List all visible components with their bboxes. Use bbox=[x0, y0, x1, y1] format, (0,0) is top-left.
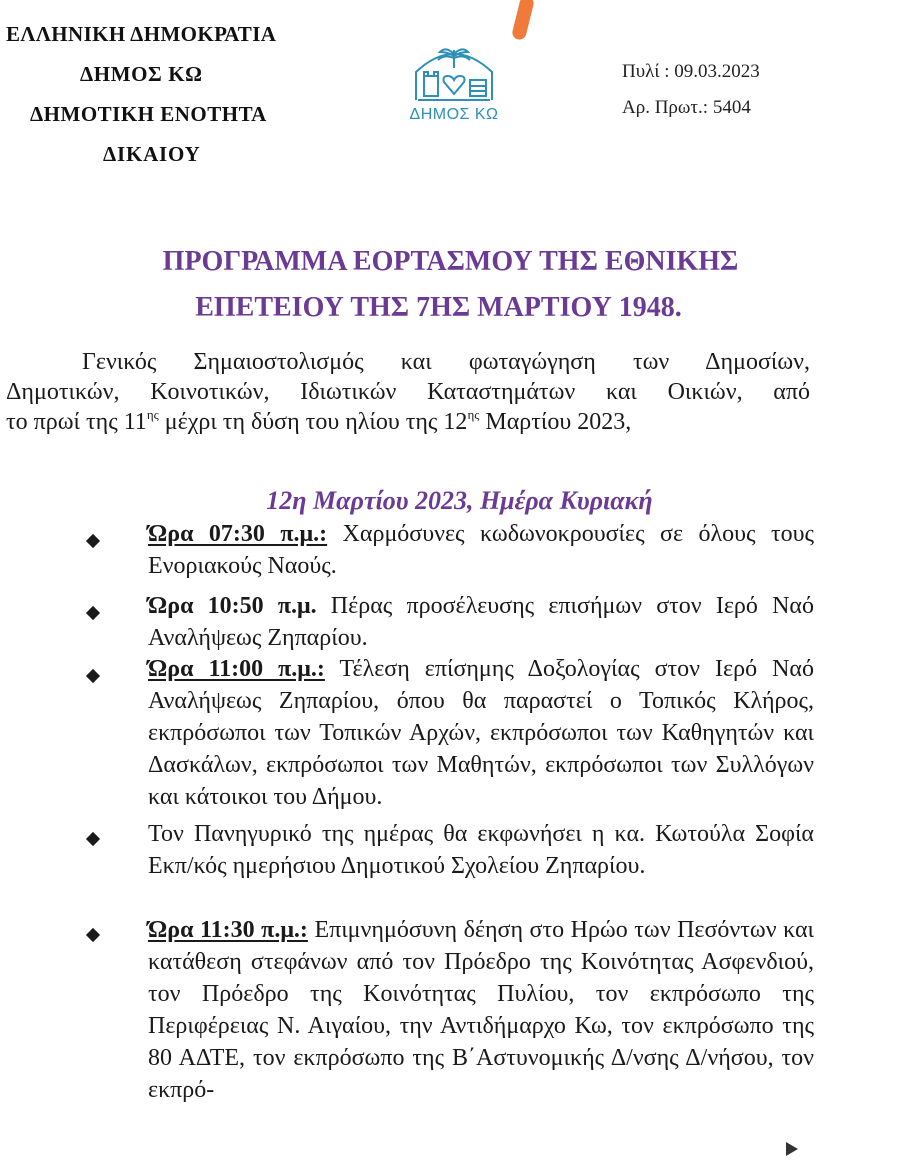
event-time: Ώρα 11:00 π.μ.: bbox=[148, 656, 325, 682]
orange-marker-stroke bbox=[511, 0, 535, 41]
diamond-bullet-icon bbox=[86, 669, 100, 683]
issuer-line: ΔΙΚΑΙΟΥ bbox=[103, 142, 201, 166]
date-heading: 12η Μαρτίου 2023, Ημέρα Κυριακή bbox=[266, 486, 653, 515]
diamond-bullet-icon bbox=[86, 832, 100, 846]
document-title-line-2: ΕΠΕΤΕΙΟΥ ΤΗΣ 7ΗΣ ΜΑΡΤΙΟΥ 1948. bbox=[195, 292, 682, 323]
diamond-bullet-icon bbox=[86, 606, 100, 620]
continue-arrow-icon bbox=[786, 1142, 798, 1156]
intro-line: το πρωί της $11^{\eta\varsigma}$ μέχρι τη δύση του ηλίου της $12^{\eta\varsigma}$ Μαρτίου 2023, bbox=[6, 407, 632, 435]
event-time: Ώρα 11:30 π.μ.: bbox=[148, 917, 308, 943]
event-time: Ώρα 10:50 π.μ. bbox=[148, 593, 317, 619]
event-time: Ώρα 07:30 π.μ.: bbox=[148, 521, 328, 547]
issuer-line: ΔΗΜΟΤΙΚΗ ΕΝΟΤΗΤΑ bbox=[30, 102, 267, 126]
diamond-bullet-icon bbox=[86, 534, 100, 548]
municipality-logo bbox=[392, 42, 516, 128]
issuer-line: ΔΗΜΟΣ ΚΩ bbox=[80, 62, 203, 86]
issuer-line: ΕΛΛΗΝΙΚΗ ΔΗΜΟΚΡΑΤΙΑ bbox=[6, 22, 277, 46]
protocol-number: Αρ. Πρωτ.: 5404 bbox=[622, 97, 751, 118]
event-text: Ώρα 11:00 π.μ.: Τέλεση επίσημης Δοξολογίας στον Ιερό Ναό Αναλήψεως Ζηπαρίου, όπου θα παραστεί ο Τοπικός Κλήρος, εκπρόσωποι των Τοπικών Αρχών, εκπρόσωποι των Καθηγητών και Δασκάλων, εκπρόσωποι των Μαθητών, εκπρόσωποι των Συλλόγων και κάτοικοι του Δήμου. bbox=[148, 656, 814, 810]
event-text: Ώρα 10:50 π.μ. Πέρας προσέλευσης επισήμων στον Ιερό Ναό Αναλήψεως Ζηπαρίου. bbox=[148, 593, 814, 651]
event-text: Τον Πανηγυρικό της ημέρας θα εκφωνήσει η κα. Κωτούλα Σοφία Εκπ/κός ημερήσιου Δημοτικού Σχολείου Ζηπαρίου. bbox=[148, 821, 814, 879]
place-date: Πυλί : 09.03.2023 bbox=[622, 61, 760, 82]
document-title-line-1: ΠΡΟΓΡΑΜΜΑ ΕΟΡΤΑΣΜΟΥ ΤΗΣ ΕΘΝΙΚΗΣ bbox=[162, 246, 739, 277]
issuer-block bbox=[0, 14, 340, 174]
intro-paragraph bbox=[6, 347, 810, 437]
event-text: Ώρα 11:30 π.μ.: Επιμνημόσυνη δέηση στο Ηρώο των Πεσόντων και κατάθεση στεφάνων από τον Πρόεδρο της Κοινότητας Ασφενδιού, τον Πρόεδρο της Κοινότητας Πυλίου, τον εκπρόσωπο της Περιφέρειας Ν. Αιγαίου, την Αντιδήμαρχο Κω, τον εκπρόσωπο της 80 ΑΔΤΕ, τον εκπρόσωπο της Β΄Αστυνομικής Δ/νσης Δ/νήσου, τον εκπρό- bbox=[148, 917, 814, 1103]
event-text: Ώρα 07:30 π.μ.: Χαρμόσυνες κωδωνοκρουσίες σε όλους τους Ενοριακούς Ναούς. bbox=[148, 521, 815, 579]
document-reference-block bbox=[622, 54, 760, 126]
intro-line: Δημοτικών, Κοινοτικών, Ιδιωτικών Καταστημάτων και Οικιών, από bbox=[6, 379, 810, 405]
municipality-emblem-icon bbox=[412, 42, 496, 104]
logo-caption: ΔΗΜΟΣ ΚΩ bbox=[409, 106, 499, 123]
intro-line: Γενικός Σημαιοστολισμός και φωταγώγηση των Δημοσίων, bbox=[82, 349, 810, 375]
diamond-bullet-icon bbox=[86, 928, 100, 942]
